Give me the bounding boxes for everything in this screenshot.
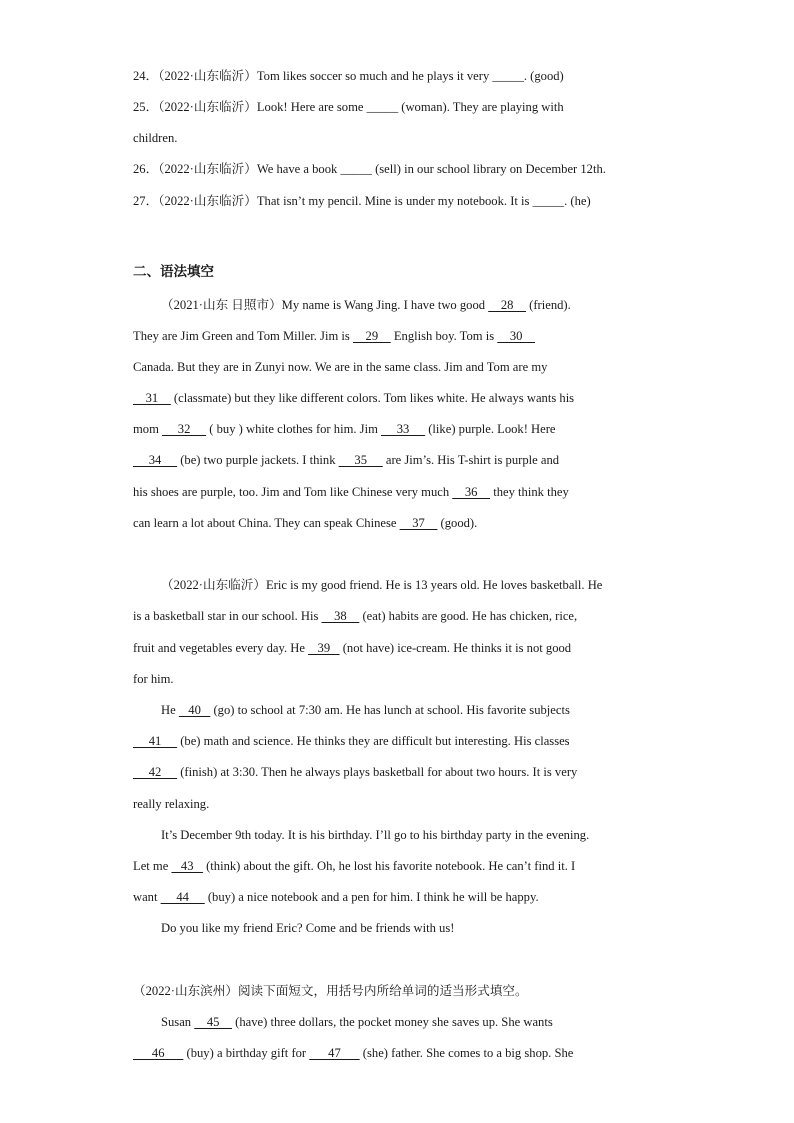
passage2-line4: for him.: [133, 672, 174, 686]
q25-prefix: 25．（2022·山东临沂）: [133, 100, 257, 114]
passage2-line9: It’s December 9th today. It is his birthday. I’ll go to his birthday party in the evening.: [161, 828, 590, 842]
passage2-line11: want 44 (buy) a nice notebook and a pen for him. I think he will be happy.: [133, 890, 539, 904]
passage1-line3: Canada. But they are in Zunyi now. We are in the same class. Jim and Tom are my: [133, 360, 548, 374]
blank-42: 42: [133, 765, 178, 779]
passage2-line7: 42 (finish) at 3:30. Then he always plays basketball for about two hours. It is very: [133, 765, 578, 779]
passage1-line1: （2021·山东 日照市）My name is Wang Jing. I have two good 28 (friend).: [161, 298, 571, 312]
passage2-line3: fruit and vegetables every day. He 39 (not have) ice-cream. He thinks it is not good: [133, 641, 572, 655]
blank-35: 35: [338, 453, 383, 467]
blank-43: 43: [171, 859, 203, 873]
passage1-line4: 31 (classmate) but they like different colors. Tom likes white. He always wants his: [133, 391, 575, 405]
passage3-line2: 46 (buy) a birthday gift for 47 (she) father. She comes to a big shop. She: [133, 1046, 574, 1060]
section-heading: 二、语法填空: [133, 264, 214, 280]
blank-33: 33: [381, 422, 426, 436]
blank-34: 34: [133, 453, 178, 467]
passage2-line8: really relaxing.: [133, 797, 210, 811]
blank-32: 32: [162, 422, 207, 436]
blank-37: 37: [399, 516, 438, 530]
blank-40: 40: [178, 703, 211, 717]
blank-31: 31: [133, 391, 171, 405]
blank-39: 39: [308, 641, 340, 655]
q25-text-2: children.: [133, 131, 178, 145]
q24-text: Tom likes soccer so much and he plays it very _____. (good): [256, 69, 564, 83]
blank-47: 47: [309, 1046, 360, 1060]
passage2-line12: Do you like my friend Eric? Come and be friends with us!: [161, 921, 455, 935]
question-25: [133, 99, 564, 115]
passage2-line2: is a basketball star in our school. His 38 (eat) habits are good. He has chicken, rice,: [133, 609, 578, 623]
passage1-line5: mom 32 ( buy ) white clothes for him. Jim 33 (like) purple. Look! Here: [133, 422, 556, 436]
blank-28: 28: [488, 298, 526, 312]
q25-text: Look! Here are some _____ (woman). They are playing with: [256, 100, 564, 114]
passage2-line10: Let me 43 (think) about the gift. Oh, he lost his favorite notebook. He can’t find it. I: [133, 859, 576, 873]
q26-prefix: 26．（2022·山东临沂）: [133, 162, 257, 176]
q27-text: That isn’t my pencil. Mine is under my notebook. It is _____. (he): [256, 194, 591, 208]
question-24: [133, 68, 564, 84]
passage1-line6: 34 (be) two purple jackets. I think 35 are Jim’s. His T-shirt is purple and: [133, 453, 560, 467]
passage2-line1: （2022·山东临沂）Eric is my good friend. He is 13 years old. He loves basketball. He: [161, 578, 603, 592]
blank-38: 38: [321, 609, 360, 623]
question-26: [133, 161, 606, 177]
passage1-line7: his shoes are purple, too. Jim and Tom like Chinese very much 36 they think they: [133, 485, 569, 499]
q24-prefix: 24．（2022·山东临沂）: [133, 69, 257, 83]
blank-46: 46: [133, 1046, 184, 1060]
q27-prefix: 27．（2022·山东临沂）: [133, 194, 257, 208]
blank-30: 30: [497, 329, 536, 343]
passage2-line6: 41 (be) math and science. He thinks they are difficult but interesting. His classes: [133, 734, 570, 748]
passage1-line8: can learn a lot about China. They can speak Chinese 37 (good).: [133, 516, 478, 530]
passage2-line5: He 40 (go) to school at 7:30 am. He has lunch at school. His favorite subjects: [161, 703, 570, 717]
passage3-instruction: （2022·山东滨州）阅读下面短文，用括号内所给单词的适当形式填空。: [133, 984, 528, 998]
question-27: [133, 193, 591, 209]
blank-29: 29: [352, 329, 391, 343]
blank-41: 41: [133, 734, 178, 748]
blank-36: 36: [452, 485, 491, 499]
blank-45: 45: [194, 1015, 233, 1029]
question-25-continued: [133, 130, 177, 146]
blank-44: 44: [160, 890, 205, 904]
q26-text: We have a book _____ (sell) in our school library on December 12th.: [256, 162, 606, 176]
passage3-line1: Susan 45 (have) three dollars, the pocket money she saves up. She wants: [161, 1015, 553, 1029]
passage1-line2: They are Jim Green and Tom Miller. Jim is 29 English boy. Tom is 30: [133, 329, 536, 343]
